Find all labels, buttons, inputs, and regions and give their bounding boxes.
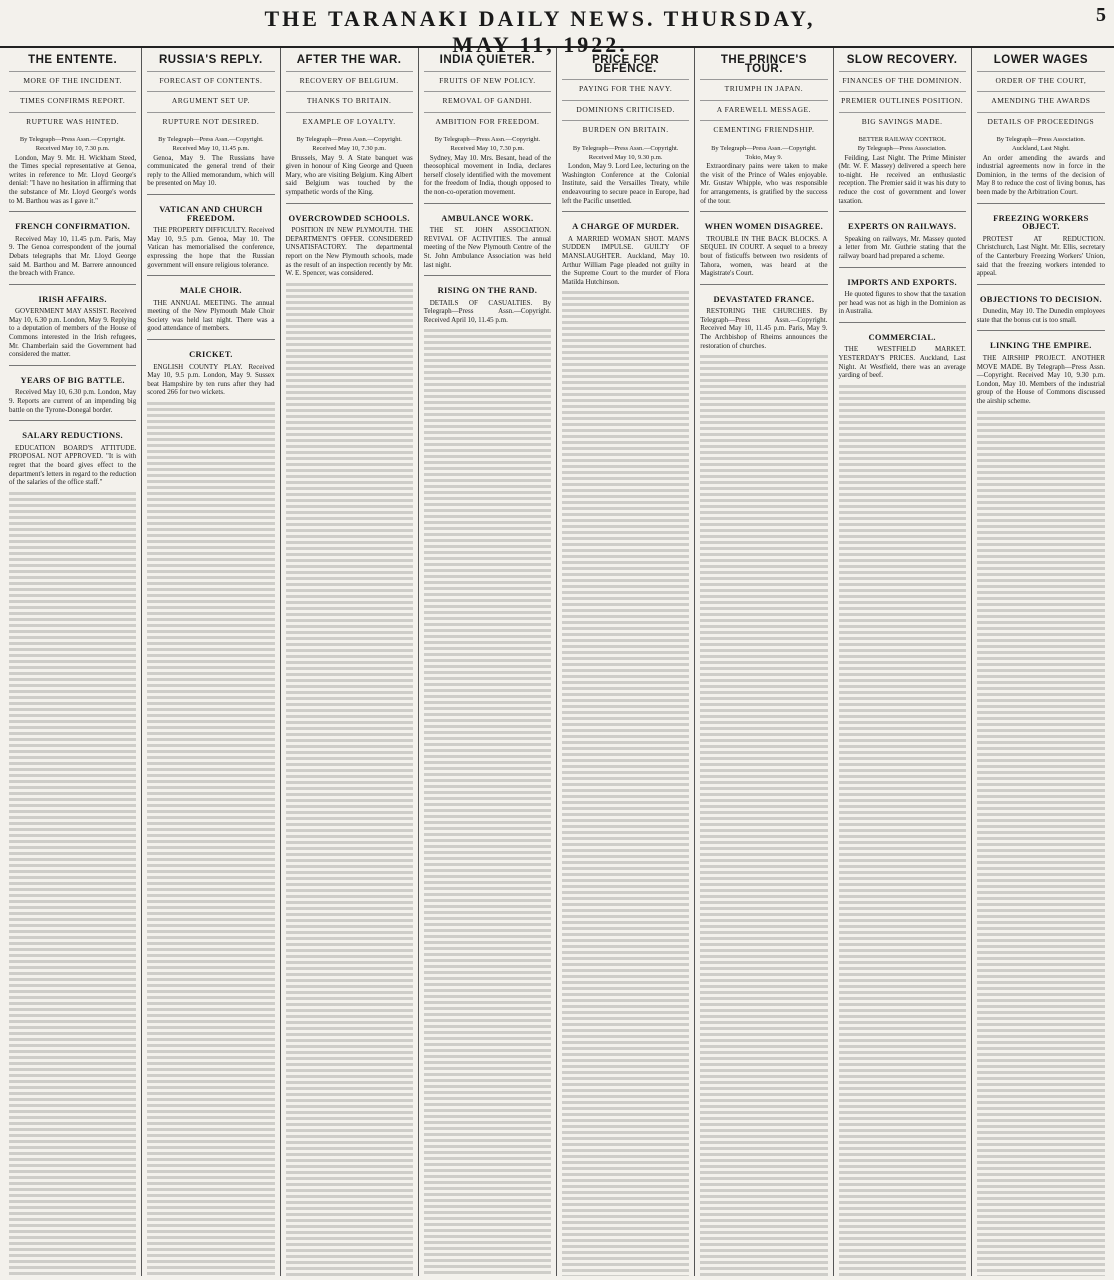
news-column: [972, 48, 1110, 1276]
headline: THE PRINCE'S TOUR.: [720, 54, 807, 75]
subheadline: AMBITION FOR FREEDOM.: [424, 112, 551, 127]
subheadline: EXAMPLE OF LOYALTY.: [286, 112, 413, 127]
column-divider: [839, 322, 966, 323]
subheadline: ORDER OF THE COURT,: [977, 71, 1105, 86]
section-body: Speaking on railways, Mr. Massey quoted a letter from Mr. Guthrie stating that the railway board had prepared a scheme.: [838, 234, 966, 260]
article: [424, 56, 551, 197]
subheadline: CEMENTING FRIENDSHIP.: [700, 120, 827, 135]
text-block: [977, 408, 1105, 1276]
dateline: By Telegraph—Press Assn.—Copyright.: [434, 136, 541, 144]
news-column: [4, 48, 142, 1276]
section-heading: IMPORTS AND EXPORTS.: [847, 276, 957, 287]
section-heading: VATICAN AND CHURCH FREEDOM.: [159, 203, 263, 223]
column-divider: [9, 284, 136, 285]
dateline: BETTER RAILWAY CONTROL: [858, 136, 946, 144]
dateline: By Telegraph—Press Assn.—Copyright.: [296, 136, 402, 144]
section-heading: SALARY REDUCTIONS.: [22, 430, 123, 441]
subheadline: MORE OF THE INCIDENT.: [9, 71, 136, 86]
column-divider: [147, 194, 274, 195]
column-divider: [839, 211, 966, 212]
column-divider: [147, 339, 274, 340]
section-heading: WHEN WOMEN DISAGREE.: [704, 221, 824, 232]
section-body: PROTEST AT REDUCTION. Christchurch, Last Night. Mr. Ellis, secretary of the Canterbury Freezing Workers' Union, said that the freezing workers intended to appeal.: [976, 234, 1105, 278]
article-body: Genoa, May 9. The Russians have communicated the general trend of their reply to the Allied memorandum, which will be presented on May 10.: [147, 153, 275, 188]
received-line: Received May 10, 7.30 p.m.: [450, 144, 525, 152]
article: [562, 56, 689, 205]
headline: AFTER THE WAR.: [296, 54, 402, 66]
text-block: [562, 288, 689, 1276]
section-body: ENGLISH COUNTY PLAY. Received May 10, 9.5 p.m. London, May 9. Sussex beat Hampshire by ten runs after they had scored 266 for two wickets.: [147, 362, 275, 397]
section-body: EDUCATION BOARD'S ATTITUDE. PROPOSAL NOT APPROVED. "It is with regret that the board gives effect to the department's letters in regard to the reduction of the salaries of the office staff.": [9, 443, 137, 487]
column-divider: [286, 203, 413, 204]
text-block: [700, 352, 827, 1276]
news-column: [695, 48, 833, 1276]
section-heading: EXPERTS ON RAILWAYS.: [847, 221, 957, 232]
headline: SLOW RECOVERY.: [846, 54, 958, 66]
subheadline: BURDEN ON BRITAIN.: [562, 120, 689, 135]
section-heading: OBJECTIONS TO DECISION.: [979, 293, 1102, 304]
headline: INDIA QUIETER.: [439, 54, 536, 66]
subheadline: A FAREWELL MESSAGE.: [700, 100, 827, 115]
article-body: Brussels, May 9. A State banquet was given in honour of King George and Queen Mary, who are visiting Belgium. King Albert said Belgium was touched by the sympathetic words of the King.: [285, 153, 413, 196]
text-block: [839, 382, 966, 1276]
section-heading: FREEZING WORKERS OBJECT.: [993, 212, 1089, 232]
headline: LOWER WAGES: [993, 54, 1089, 66]
subheadline: FINANCES OF THE DOMINION.: [839, 71, 966, 86]
article-body: Sydney, May 10. Mrs. Besant, head of the theosophical movement in India, declares herself closely identified with the movement for the freedom of India, though opposed to the non-co-operation movement.: [423, 153, 551, 196]
article-body: Extraordinary pains were taken to make the visit of the Prince of Wales enjoyable. Mr. Gustav Whipple, who was responsible for arrangements, is gratified by the success of the tour.: [700, 162, 828, 205]
dateline: By Telegraph—Press Assn.—Copyright.: [19, 136, 126, 144]
subheadline: DETAILS OF PROCEEDINGS: [977, 112, 1105, 127]
column-divider: [9, 211, 136, 212]
received-line: Tokio, May 9.: [745, 153, 783, 161]
subheadline: BIG SAVINGS MADE.: [839, 112, 966, 127]
article: [286, 56, 413, 197]
headline: THE ENTENTE.: [28, 54, 118, 66]
subheadline: FORECAST OF CONTENTS.: [147, 71, 274, 86]
section-heading: MALE CHOIR.: [179, 285, 242, 296]
news-column: [142, 48, 280, 1276]
section-body: Dunedin, May 10. The Dunedin employees state that the bonus cut is too small.: [976, 307, 1105, 324]
text-block: [147, 399, 274, 1276]
column-divider: [9, 365, 136, 366]
section-heading: YEARS OF BIG BATTLE.: [20, 374, 125, 385]
received-line: Received May 10, 9.30 p.m.: [588, 153, 663, 161]
article: [839, 56, 966, 205]
news-column: [419, 48, 557, 1276]
article-body: Feilding, Last Night. The Prime Minister (Mr. W. F. Massey) delivered a speech here to-night. He received an enthusiastic reception. The Premier said it was his duty to reduce the cost of government and lower taxation.: [838, 153, 966, 205]
section-body: Received May 10, 6.30 p.m. London, May 9. Reports are current of an impending big battle on the Tyrone-Donegal border.: [9, 388, 137, 414]
column-divider: [977, 203, 1105, 204]
article-body: London, May 9. Lord Lee, lecturing on the Washington Conference at the Colonial Institute, said the Versailles Treaty, while endeavouring to secure peace in Europe, had left the Pacific unsettled.: [562, 162, 690, 205]
section-body: THE ANNUAL MEETING. The annual meeting of the New Plymouth Male Choir Society was held last night. There was a good attendance of members.: [147, 298, 275, 333]
subheadline: PREMIER OUTLINES POSITION.: [839, 91, 966, 106]
subheadline: PAYING FOR THE NAVY.: [562, 79, 689, 94]
news-column: [834, 48, 972, 1276]
news-column: [557, 48, 695, 1276]
column-divider: [562, 211, 689, 212]
received-line: By Telegraph—Press Association.: [857, 144, 947, 152]
section-body: THE AIRSHIP PROJECT. ANOTHER MOVE MADE. By Telegraph—Press Assn.—Copyright. Received May 10, 9.30 p.m. London, May 10. Members of the industrial group of the House of Commons discussed the airship scheme.: [976, 354, 1105, 406]
article-body: London, May 9. Mr. H. Wickham Steed, the Times special representative at Genoa, writes in reference to Mr. Lloyd George's denial: "I have no hesitation in affirming that the substance of Mr. Lloyd George's words to M. Barthou was as I gave it.": [9, 153, 137, 205]
section-body: He quoted figures to show that the taxation per head was not as high in the Dominion as in Australia.: [838, 290, 966, 316]
section-body: THE PROPERTY DIFFICULTY. Received May 10, 9.5 p.m. Genoa, May 10. The Vatican has memorialised the conference, expressing the hope that the Russian government will ensure religious tolerance.: [147, 226, 275, 269]
article: [700, 56, 827, 205]
column-divider: [700, 211, 827, 212]
subheadline: THANKS TO BRITAIN.: [286, 91, 413, 106]
subheadline: TRIUMPH IN JAPAN.: [700, 79, 827, 94]
section-heading: A CHARGE OF MURDER.: [572, 221, 680, 232]
subheadline: FRUITS OF NEW POLICY.: [424, 71, 551, 86]
received-line: Received May 10, 7.30 p.m.: [35, 144, 110, 152]
headline: PRICE FOR DEFENCE.: [592, 54, 660, 75]
subheadline: TIMES CONFIRMS REPORT.: [9, 91, 136, 106]
column-divider: [424, 275, 551, 276]
section-body: POSITION IN NEW PLYMOUTH. THE DEPARTMENT'S OFFER. CONSIDERED UNSATISFACTORY. The departmental report on the New Plymouth schools, made as the result of an inspection recently by Mr. W. E. Spencer, was considered.: [285, 226, 413, 278]
column-divider: [424, 203, 551, 204]
section-body: A MARRIED WOMAN SHOT. MAN'S SUDDEN IMPULSE. GUILTY OF MANSLAUGHTER. Auckland, May 10. Arthur William Page pleaded not guilty in the Supreme Court to the murder of Flora Matilda Hutchinson.: [562, 234, 690, 286]
article: [9, 56, 136, 205]
section-body: THE WESTFIELD MARKET. YESTERDAY'S PRICES. Auckland, Last Night. At Westfield, there was an average yarding of beef.: [838, 345, 966, 380]
section-heading: AMBULANCE WORK.: [441, 212, 534, 223]
dateline: By Telegraph—Press Assn.—Copyright.: [711, 144, 817, 152]
article-body: An order amending the awards and industrial agreements now in force in the Dominion, in the terms of the decision of May 8 to reduce the cost of living bonus, has been made by the Arbitration Court.: [976, 153, 1105, 196]
section-heading: DEVASTATED FRANCE.: [713, 293, 815, 304]
section-heading: CRICKET.: [189, 349, 233, 360]
column-divider: [977, 284, 1105, 285]
section-body: Received May 10, 11.45 p.m. Paris, May 9. The Genoa correspondent of the journal Debats telegraphs that Mr. Lloyd George said M. Barthou and M. Barrere announced the breach with France.: [9, 234, 137, 278]
page-number: 5: [1096, 4, 1106, 26]
subheadline: RUPTURE NOT DESIRED.: [147, 112, 274, 127]
column-divider: [147, 275, 274, 276]
headline: RUSSIA'S REPLY.: [158, 54, 263, 66]
dateline: By Telegraph—Press Association.: [996, 136, 1086, 144]
text-block: [424, 326, 551, 1276]
column-divider: [9, 420, 136, 421]
section-heading: RISING ON THE RAND.: [437, 285, 538, 296]
article: [977, 56, 1105, 197]
section-body: RESTORING THE CHURCHES. By Telegraph—Press Assn.—Copyright. Received May 10, 11.45 p.m. Paris, May 9. The Archbishop of Rheims announces the restoration of churches.: [700, 307, 828, 350]
section-body: THE ST. JOHN ASSOCIATION. REVIVAL OF ACTIVITIES. The annual meeting of the New Plymouth Centre of the St. John Ambulance Association was held last night.: [423, 226, 551, 269]
section-heading: FRENCH CONFIRMATION.: [15, 221, 131, 232]
column-divider: [700, 284, 827, 285]
received-line: Auckland, Last Night.: [1011, 144, 1070, 152]
subheadline: DOMINIONS CRITICISED.: [562, 100, 689, 115]
masthead: [0, 0, 1114, 57]
subheadline: REMOVAL OF GANDHI.: [424, 91, 551, 106]
section-body: GOVERNMENT MAY ASSIST. Received May 10, 6.30 p.m. London, May 9. Replying to a deputation of members of the House of Commons interested in the Irish refugees, Mr. Chamberlain said the Government had considered the matter.: [9, 307, 137, 359]
section-heading: COMMERCIAL.: [868, 331, 936, 342]
newspaper-title: THE TARANAKI DAILY NEWS. THURSDAY, MAY 11, 1922.: [264, 6, 816, 57]
section-heading: OVERCROWDED SCHOOLS.: [288, 212, 410, 223]
subheadline: ARGUMENT SET UP.: [147, 91, 274, 106]
text-block: [286, 280, 413, 1276]
subheadline: RUPTURE WAS HINTED.: [9, 112, 136, 127]
article: [147, 56, 274, 188]
text-block: [9, 489, 136, 1276]
newspaper-columns: [4, 48, 1110, 1276]
received-line: Received May 10, 7.30 p.m.: [312, 144, 386, 152]
subheadline: RECOVERY OF BELGIUM.: [286, 71, 413, 86]
column-divider: [839, 267, 966, 268]
section-heading: LINKING THE EMPIRE.: [990, 340, 1092, 351]
subheadline: AMENDING THE AWARDS: [977, 91, 1105, 106]
section-heading: IRISH AFFAIRS.: [38, 293, 107, 304]
column-divider: [977, 330, 1105, 331]
dateline: By Telegraph—Press Assn.—Copyright.: [158, 136, 264, 144]
section-body: TROUBLE IN THE BACK BLOCKS. A SEQUEL IN COURT. A sequel to a breezy bout of fisticuffs between two residents of Tahora, women, was heard at the Magistrate's Court.: [700, 234, 828, 278]
received-line: Received May 10, 11.45 p.m.: [172, 144, 250, 152]
news-column: [281, 48, 419, 1276]
dateline: By Telegraph—Press Assn.—Copyright.: [572, 144, 679, 152]
section-body: DETAILS OF CASUALTIES. By Telegraph—Press Assn.—Copyright. Received April 10, 11.45 p.m.: [423, 298, 551, 324]
